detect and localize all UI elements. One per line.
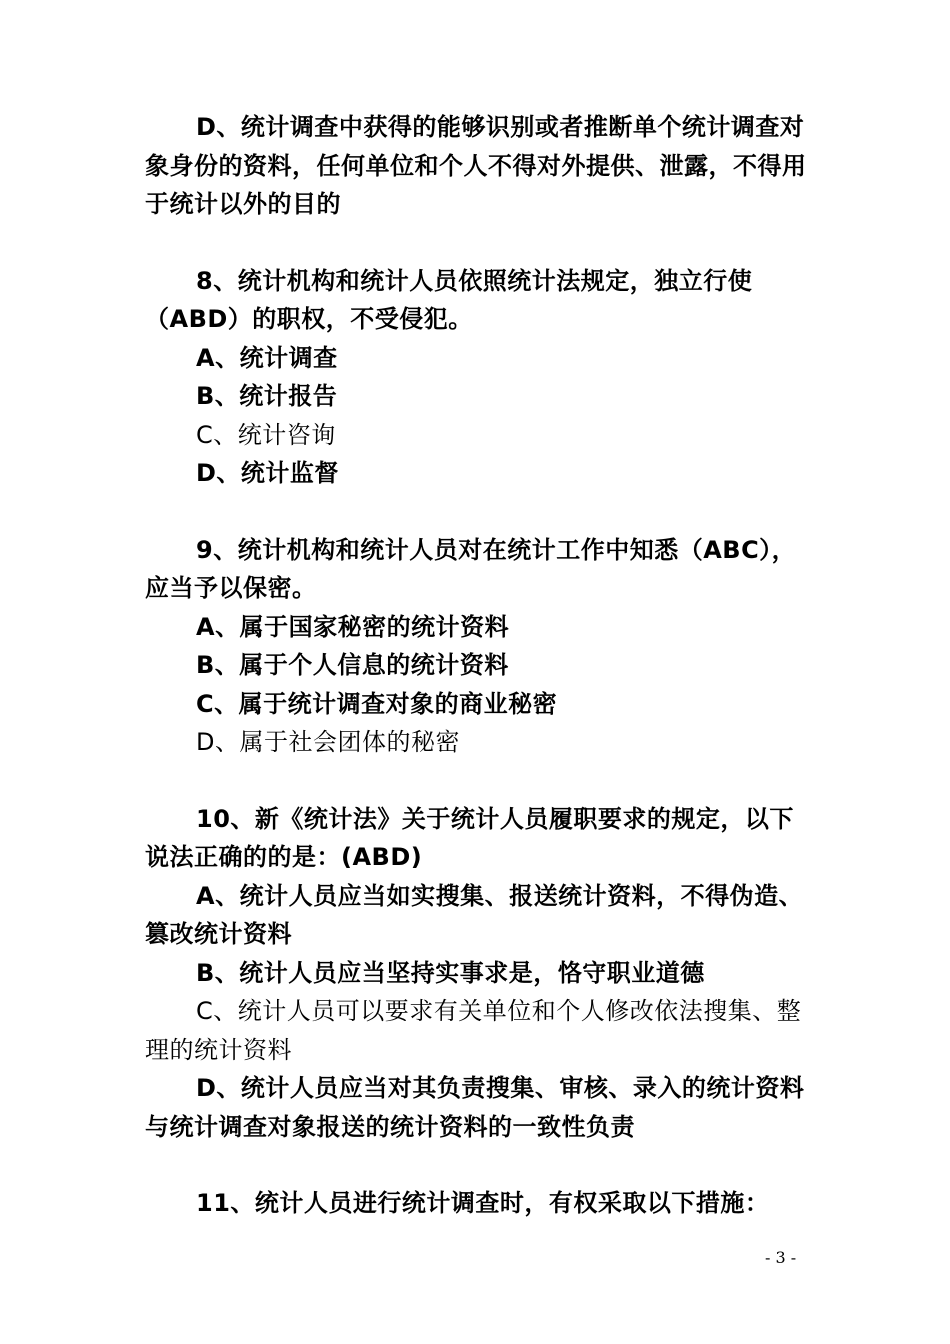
q8-option-b: B、统计报告 [196, 382, 338, 410]
page-number: - 3 - [765, 1248, 797, 1267]
q10-option-b: B、统计人员应当坚持实事求是，恪守职业道德 [196, 958, 705, 987]
spacer [145, 762, 817, 800]
q8-question: 8、统计机构和统计人员依照统计法规定，独立行使（ABD）的职权，不受侵犯。 [145, 266, 753, 333]
q8-option-c: C、统计咨询 [196, 420, 336, 449]
q9-question: 9、统计机构和统计人员对在统计工作中知悉（ABC），应当予以保密。 [145, 535, 797, 602]
q11-question: 11、统计人员进行统计调查时，有权采取以下措施： [196, 1189, 770, 1217]
q8-option-a: A、统计调查 [196, 343, 338, 372]
q10-question: 10、新《统计法》关于统计人员履职要求的规定，以下说法正确的的是：(ABD) [145, 804, 794, 871]
q9-option-b: B、属于个人信息的统计资料 [196, 651, 509, 679]
q9-option-c: C、属于统计调查对象的商业秘密 [196, 689, 558, 718]
q7-option-d: D、统计调查中获得的能够识别或者推断单个统计调查对象身份的资料，任何单位和个人不得对外提供、泄露，不得用于统计以外的目的 [145, 113, 807, 218]
spacer [145, 493, 817, 531]
q10-option-c: C、统计人员可以要求有关单位和个人修改依法搜集、整理的统计资料 [145, 997, 802, 1064]
q10-option-d: D、统计人员应当对其负责搜集、审核、录入的统计资料与统计调查对象报送的统计资料的一致性负责 [145, 1074, 805, 1141]
q10-option-a: A、统计人员应当如实搜集、报送统计资料，不得伪造、篡改统计资料 [145, 881, 804, 948]
document-body [145, 108, 817, 1223]
q9-option-a: A、属于国家秘密的统计资料 [196, 612, 510, 641]
q8-option-d: D、统计监督 [196, 459, 339, 487]
spacer [145, 1146, 817, 1184]
spacer [145, 224, 817, 262]
q9-option-d: D、属于社会团体的秘密 [196, 728, 460, 756]
